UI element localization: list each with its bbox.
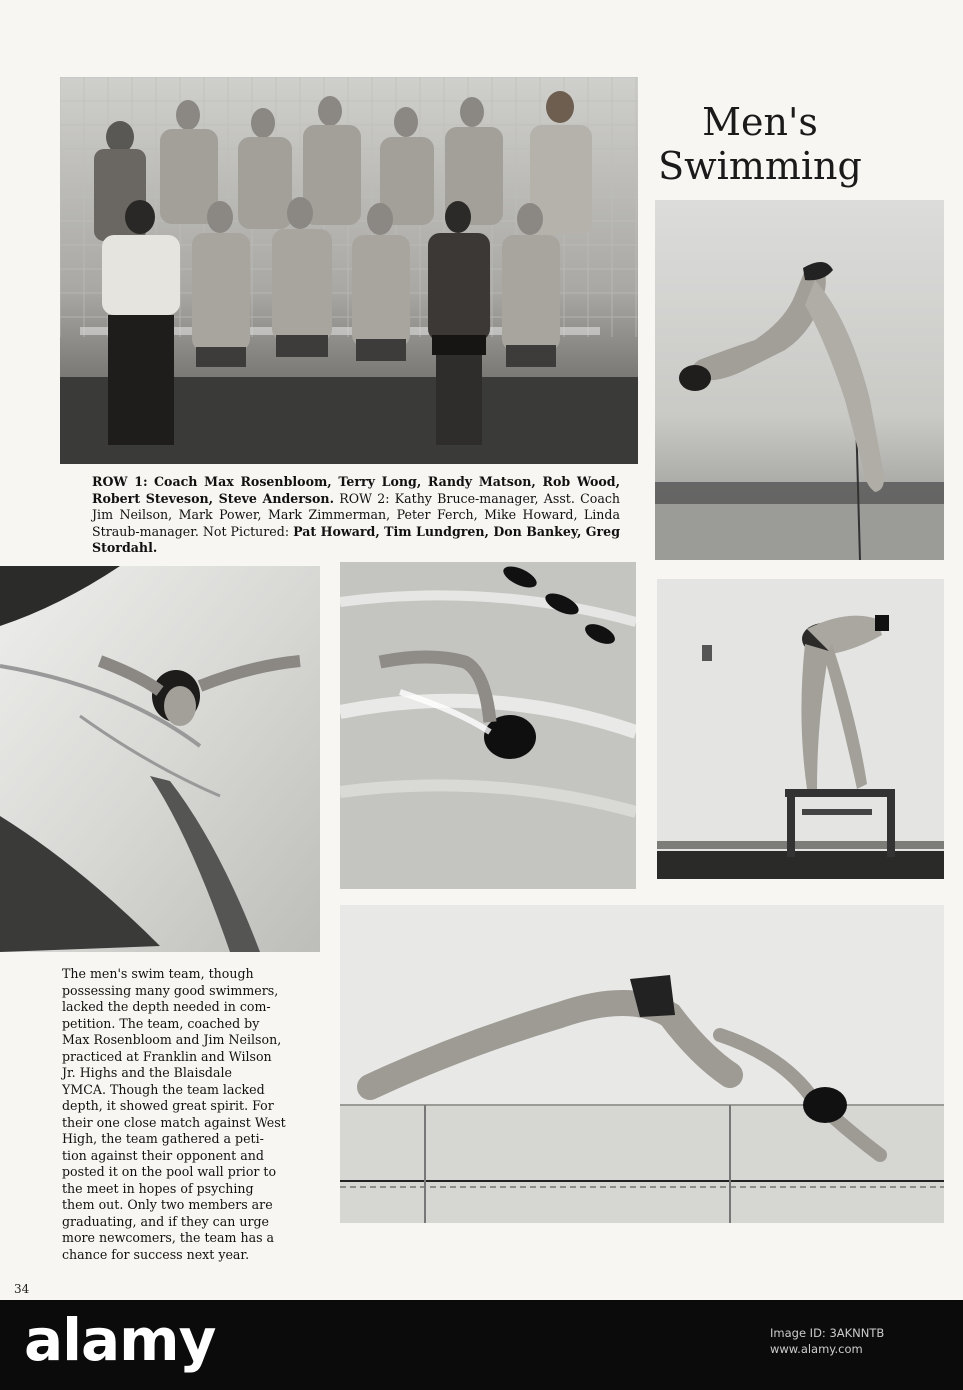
starting-block-photo (657, 579, 944, 879)
not-pictured-label: Not Pictured: (202, 523, 290, 539)
team-photo-caption (92, 474, 620, 557)
story-line: the meet in hopes of psyching (62, 1180, 254, 1196)
not-pictured-names: Pat Howard, Tim Lundgren, Don Bankey, Greg Stordahl. (92, 523, 620, 556)
team-photo (60, 77, 638, 464)
story-line: lacked the depth needed in com- (62, 999, 271, 1014)
image-id: Image ID: 3AKNNTB (770, 1326, 885, 1340)
story-line: Jr. Highs and the Blaisdale (62, 1065, 232, 1080)
story-line: Max Rosenbloom and Jim Neilson, (62, 1032, 282, 1047)
story-line: chance for success next year. (62, 1246, 250, 1262)
story-line: graduating, and if they can urge (62, 1213, 269, 1229)
story-line: petition. The team, coached by (62, 1015, 260, 1031)
story-line: tion against their opponent and (62, 1147, 264, 1163)
story-line: more newcomers, the team has a (62, 1230, 275, 1245)
story-line: their one close match against West (62, 1114, 286, 1130)
story-line: High, the team gathered a peti- (62, 1131, 264, 1146)
story-line: depth, it showed great spirit. For (62, 1098, 274, 1113)
story-line: possessing many good swimmers, (62, 982, 279, 998)
story-line: The men's swim team, though (62, 966, 254, 981)
story-line: them out. Only two members are (62, 1197, 273, 1212)
row1-names: Coach Max Rosenbloom, Terry Long, Randy Matson, Rob Wood, Robert Steveson, Steve Anderson. (92, 474, 620, 506)
story-line: practiced at Franklin and Wilson (62, 1048, 272, 1064)
title-line-swimming: Swimming (658, 144, 862, 188)
diver-photo-top (655, 200, 944, 560)
title-line-mens: Men's (702, 100, 818, 144)
page-number: 34 (14, 1282, 30, 1296)
row2-label: ROW 2: (339, 490, 390, 506)
freestyle-swimmer-photo (340, 562, 636, 889)
page-title (650, 100, 870, 188)
footer-info (770, 1325, 940, 1357)
row2-names: Kathy Bruce-manager, Asst. Coach Jim Neilson, Mark Power, Mark Zimmerman, Peter Ferch, Mike Howard, Linda Straub-manager. (92, 490, 620, 539)
story-text (62, 966, 324, 1263)
story-line: YMCA. Though the team lacked (62, 1081, 265, 1097)
diving-swimmer-photo (340, 905, 944, 1223)
footer-url: www.alamy.com (770, 1342, 863, 1356)
story-line: posted it on the pool wall prior to (62, 1164, 277, 1179)
row1-label: ROW 1: (92, 474, 148, 489)
butterfly-swimmer-photo (0, 566, 320, 952)
alamy-logo: alamy (24, 1306, 216, 1374)
